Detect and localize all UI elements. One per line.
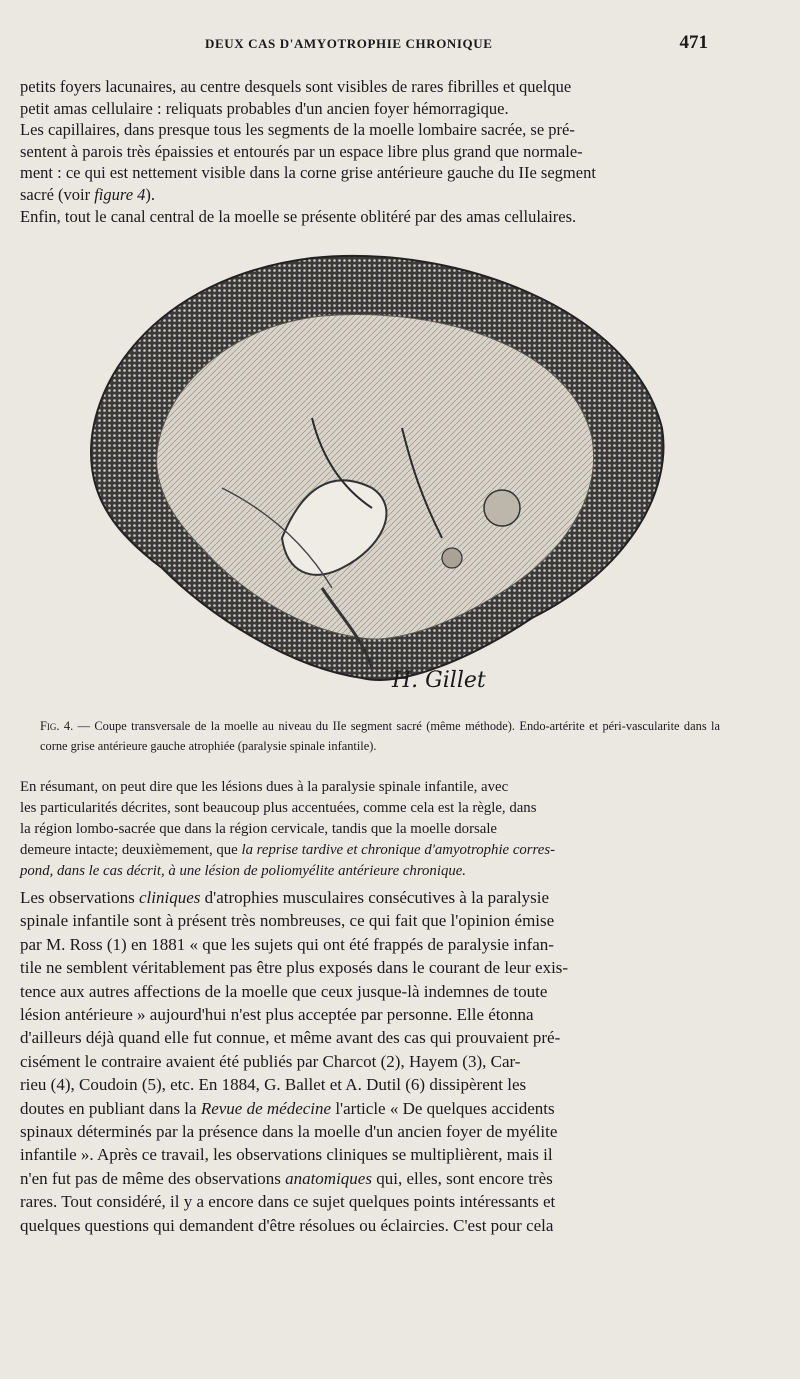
figure-caption xyxy=(40,716,720,756)
text-line: spinaux déterminés par la présence dans la moelle d'un ancien foyer de myélite xyxy=(20,1122,558,1142)
text-run-italic: la reprise tardive et chronique d'amyotrophie corres- xyxy=(241,842,556,858)
page-number: 471 xyxy=(679,32,708,53)
page-header xyxy=(0,32,800,58)
text-line: petits foyers lacunaires, au centre desquels sont visibles de rares fibrilles et quelque xyxy=(20,77,572,96)
text-line: spinale infantile sont à présent très nombreuses, ce qui fait que l'opinion émise xyxy=(20,911,555,931)
text-line xyxy=(20,1097,714,1120)
text-line xyxy=(20,886,714,909)
running-head: DEUX CAS D'AMYOTROPHIE CHRONIQUE xyxy=(205,36,493,51)
text-line: les particularités décrites, sont beaucoup plus accentuées, comme cela est la règle, dans xyxy=(20,800,537,816)
text-line: rieu (4), Coudoin (5), etc. En 1884, G. Ballet et A. Dutil (6) dissipèrent les xyxy=(20,1075,527,1095)
text-line: cisément le contraire avaient été publiés par Charcot (2), Hayem (3), Car- xyxy=(20,1051,521,1071)
top-paragraphs xyxy=(20,76,714,227)
text-line xyxy=(20,840,714,861)
journal-title: Revue de médecine xyxy=(200,1098,332,1118)
text-run: l'article « De quelques accidents xyxy=(331,1098,555,1118)
text-line xyxy=(20,861,714,882)
text-line: Les capillaires, dans presque tous les segments de la moelle lombaire sacrée, se pré- xyxy=(20,120,575,140)
text-line: ment : ce qui est nettement visible dans la corne grise antérieure gauche du IIe segment xyxy=(20,163,596,183)
text-line: infantile ». Après ce travail, les observations cliniques se multiplièrent, mais il xyxy=(20,1145,553,1165)
text-run: qui, elles, sont encore très xyxy=(371,1168,553,1188)
artist-signature: H. Gillet xyxy=(392,668,486,693)
bottom-paragraph xyxy=(20,886,714,1237)
text-run: sacré (voir xyxy=(20,184,95,204)
text-line: Enfin, tout le canal central de la moelle se présente oblitéré par des amas cellulaires. xyxy=(20,206,577,226)
text-run-italic: pond, dans le cas décrit, à une lésion de poliomyélite antérieure chronique. xyxy=(20,863,467,879)
vessel-section xyxy=(484,490,520,526)
text-line: En résumant, on peut dire que les lésions dues à la paralysie spinale infantile, avec xyxy=(20,779,509,795)
text-line: petit amas cellulaire : reliquats probables d'un ancien foyer hémorragique. xyxy=(20,98,509,118)
spinal-cord-figure xyxy=(72,238,672,708)
figure-reference: figure 4 xyxy=(94,184,146,204)
text-line: tile ne semblent véritablement pas être plus exposés dans le courant de leur exis- xyxy=(20,958,569,978)
text-line: sentent à parois très épaissies et entourés par un espace libre plus grand que normale- xyxy=(20,141,583,161)
text-line xyxy=(20,184,714,206)
figure-number: Fig. 4. xyxy=(40,719,74,733)
text-line: la région lombo-sacrée que dans la région cervicale, tandis que la moelle dorsale xyxy=(20,821,498,837)
text-run: ). xyxy=(145,184,156,204)
text-run-italic: anatomiques xyxy=(285,1168,372,1188)
spinal-cord-cross-section-illustration xyxy=(72,238,672,708)
text-run: doutes en publiant dans la xyxy=(20,1098,201,1118)
text-line: tence aux autres affections de la moelle que ceux jusque-là indemnes de toute xyxy=(20,981,548,1001)
text-line: d'ailleurs déjà quand elle fut connue, et même avant des cas qui prouvaient pré- xyxy=(20,1028,561,1048)
vessel-section xyxy=(442,548,462,568)
summary-paragraph xyxy=(20,777,714,882)
text-run: d'atrophies musculaires consécutives à la paralysie xyxy=(200,888,549,907)
text-line: rares. Tout considéré, il y a encore dans ce sujet quelques points intéressants et xyxy=(20,1192,556,1212)
text-line: lésion antérieure » aujourd'hui n'est plus acceptée par personne. Elle étonna xyxy=(20,1005,534,1025)
text-line: par M. Ross (1) en 1881 « que les sujets qui ont été frappés de paralysie infan- xyxy=(20,934,554,954)
text-line xyxy=(20,1167,714,1190)
text-run: Les observations xyxy=(20,888,139,907)
caption-text: — Coupe transversale de la moelle au niveau du IIe segment sacré (même méthode). Endo-artérite et péri-vascularite dans la corne grise antérieure gauche atrophiée (paralysie spinale infantile). xyxy=(40,719,720,753)
text-run: n'en fut pas de même des observations xyxy=(20,1168,286,1188)
text-run-italic: cliniques xyxy=(138,888,201,907)
text-line: quelques questions qui demandent d'être résolues ou éclaircies. C'est pour cela xyxy=(20,1215,554,1235)
text-run: demeure intacte; deuxièmement, que xyxy=(20,842,242,858)
